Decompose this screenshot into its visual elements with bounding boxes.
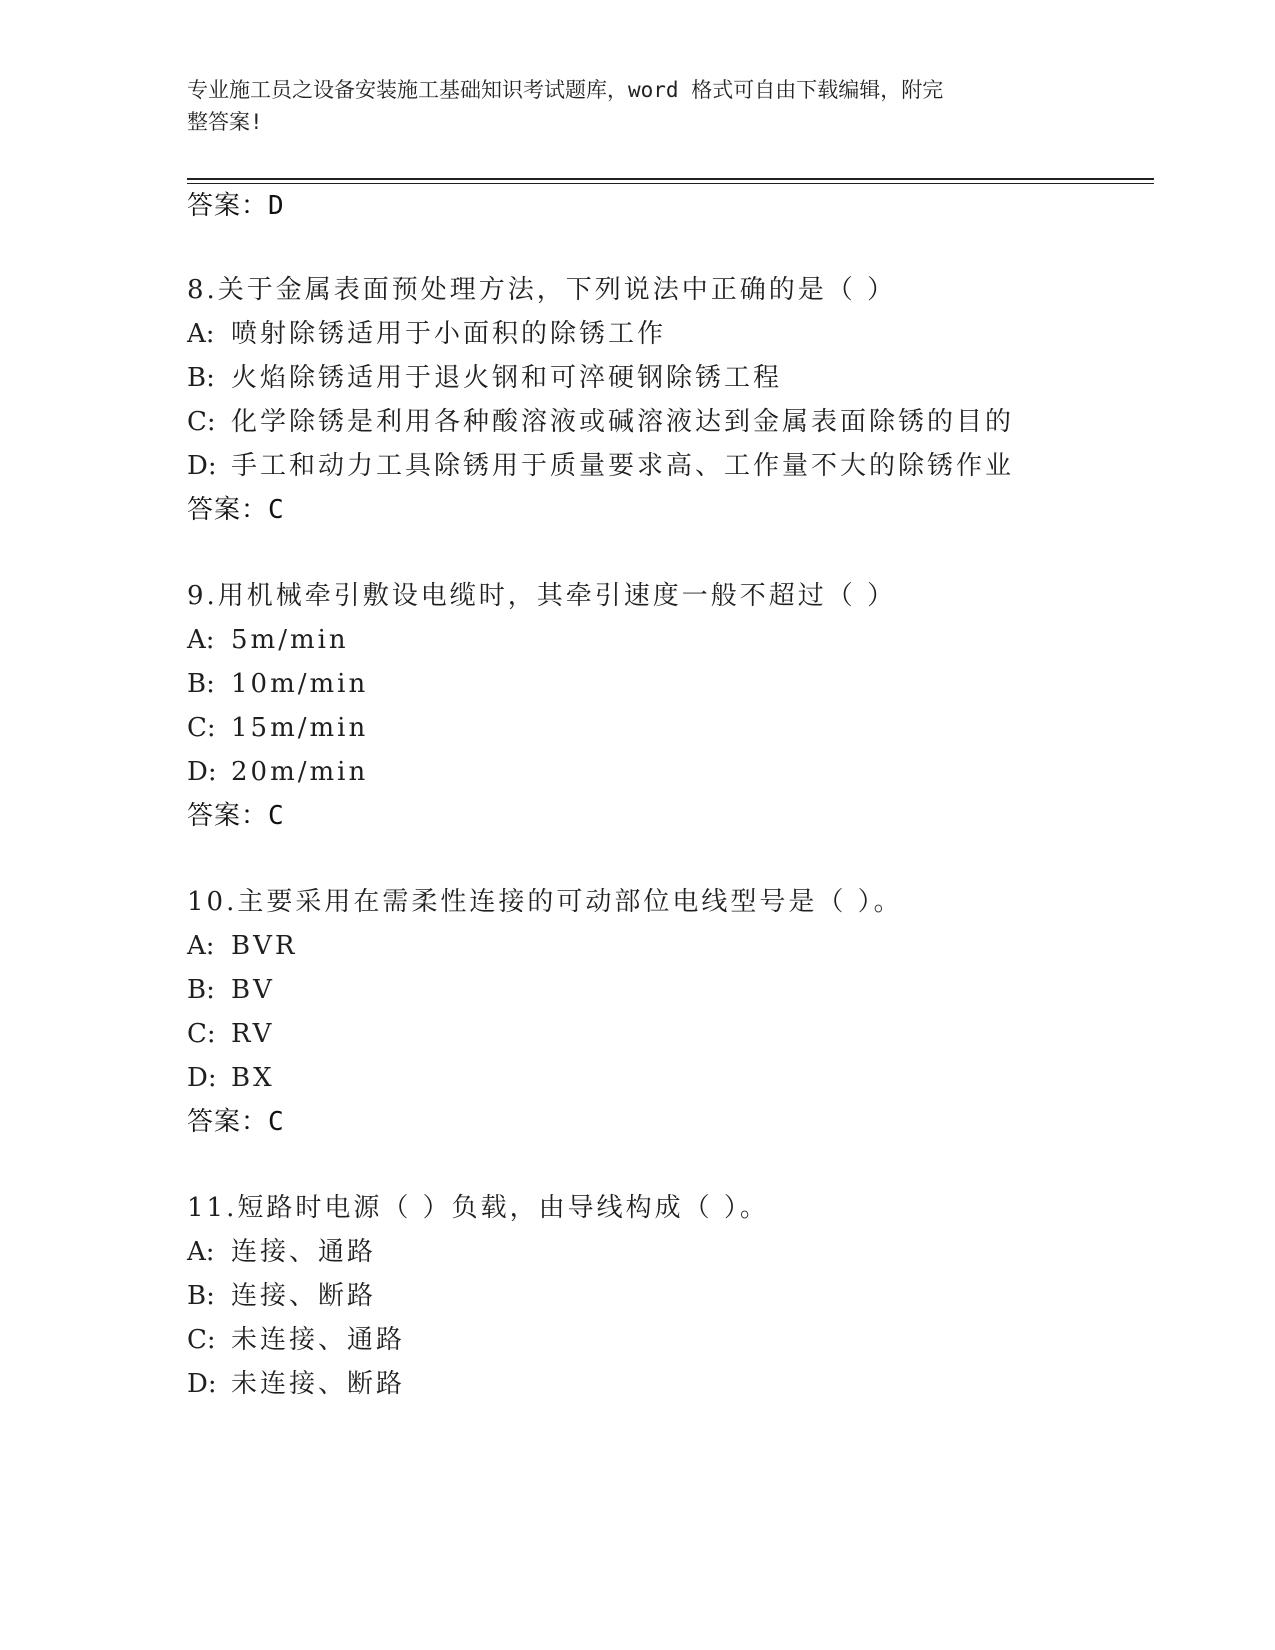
option-a <box>187 930 297 962</box>
header-rule-thick <box>187 178 1154 180</box>
answer-line <box>187 1106 285 1138</box>
option-text: 未连接、通路 <box>231 1325 406 1355</box>
option-text: 5m/min <box>231 625 349 655</box>
question-stem: 10.主要采用在需柔性连接的可动部位电线型号是（ ）。 <box>187 887 903 917</box>
option-text: 手工和动力工具除锈用于质量要求高、工作量不大的除锈作业 <box>231 451 1015 481</box>
option-c <box>187 712 368 744</box>
answer-value: C <box>268 1107 285 1137</box>
option-b <box>187 362 782 394</box>
option-label: C: <box>187 1325 216 1355</box>
option-label: B: <box>187 975 215 1005</box>
option-text: 火焰除锈适用于退火钢和可淬硬钢除锈工程 <box>231 363 783 393</box>
question-stem: 11.短路时电源（ ）负载，由导线构成（ ）。 <box>187 1193 769 1223</box>
option-label: A: <box>187 319 215 349</box>
option-c <box>187 406 1014 438</box>
answer-prefix: 答案： <box>187 191 269 221</box>
answer-value: D <box>268 191 285 221</box>
header-line-1: 专业施工员之设备安装施工基础知识考试题库，word 格式可自由下载编辑，附完 <box>187 78 944 102</box>
option-text: BX <box>231 1063 275 1093</box>
option-text: 化学除锈是利用各种酸溶液或碱溶液达到金属表面除锈的目的 <box>231 407 1015 437</box>
option-text: 15m/min <box>231 713 369 743</box>
answer-line-prev <box>187 190 285 222</box>
document-header <box>187 74 1067 138</box>
option-d <box>187 1368 405 1400</box>
answer-prefix: 答案： <box>187 495 269 525</box>
option-label: D: <box>187 757 217 787</box>
option-d <box>187 756 368 788</box>
option-text: 喷射除锈适用于小面积的除锈工作 <box>231 319 667 349</box>
option-text: BVR <box>231 931 298 961</box>
option-c <box>187 1324 405 1356</box>
option-a <box>187 1236 376 1268</box>
option-label: C: <box>187 713 216 743</box>
option-a <box>187 624 349 656</box>
option-b <box>187 974 275 1006</box>
option-text: 20m/min <box>231 757 369 787</box>
option-text: 未连接、断路 <box>231 1369 406 1399</box>
option-label: A: <box>187 625 215 655</box>
option-b <box>187 1280 376 1312</box>
option-b <box>187 668 368 700</box>
header-rule-thin <box>187 183 1154 184</box>
option-label: C: <box>187 407 216 437</box>
option-d <box>187 1062 275 1094</box>
option-d <box>187 450 1014 482</box>
answer-line <box>187 494 285 526</box>
option-label: D: <box>187 451 217 481</box>
option-text: 连接、通路 <box>231 1237 377 1267</box>
answer-value: C <box>268 495 285 525</box>
option-label: D: <box>187 1369 217 1399</box>
option-label: A: <box>187 1237 215 1267</box>
question-stem: 9.用机械牵引敷设电缆时，其牵引速度一般不超过（ ） <box>187 581 897 611</box>
option-label: B: <box>187 1281 215 1311</box>
option-text: BV <box>231 975 275 1005</box>
option-label: B: <box>187 363 215 393</box>
option-label: B: <box>187 669 215 699</box>
answer-line <box>187 800 285 832</box>
header-line-2: 整答案! <box>187 110 263 134</box>
answer-prefix: 答案： <box>187 1107 269 1137</box>
question-stem: 8.关于金属表面预处理方法，下列说法中正确的是（ ） <box>187 275 897 305</box>
answer-prefix: 答案： <box>187 801 269 831</box>
option-c <box>187 1018 274 1050</box>
option-label: C: <box>187 1019 216 1049</box>
option-label: D: <box>187 1063 217 1093</box>
option-text: RV <box>231 1019 275 1049</box>
option-a <box>187 318 666 350</box>
option-label: A: <box>187 931 215 961</box>
option-text: 10m/min <box>231 669 369 699</box>
option-text: 连接、断路 <box>231 1281 377 1311</box>
answer-value: C <box>268 801 285 831</box>
